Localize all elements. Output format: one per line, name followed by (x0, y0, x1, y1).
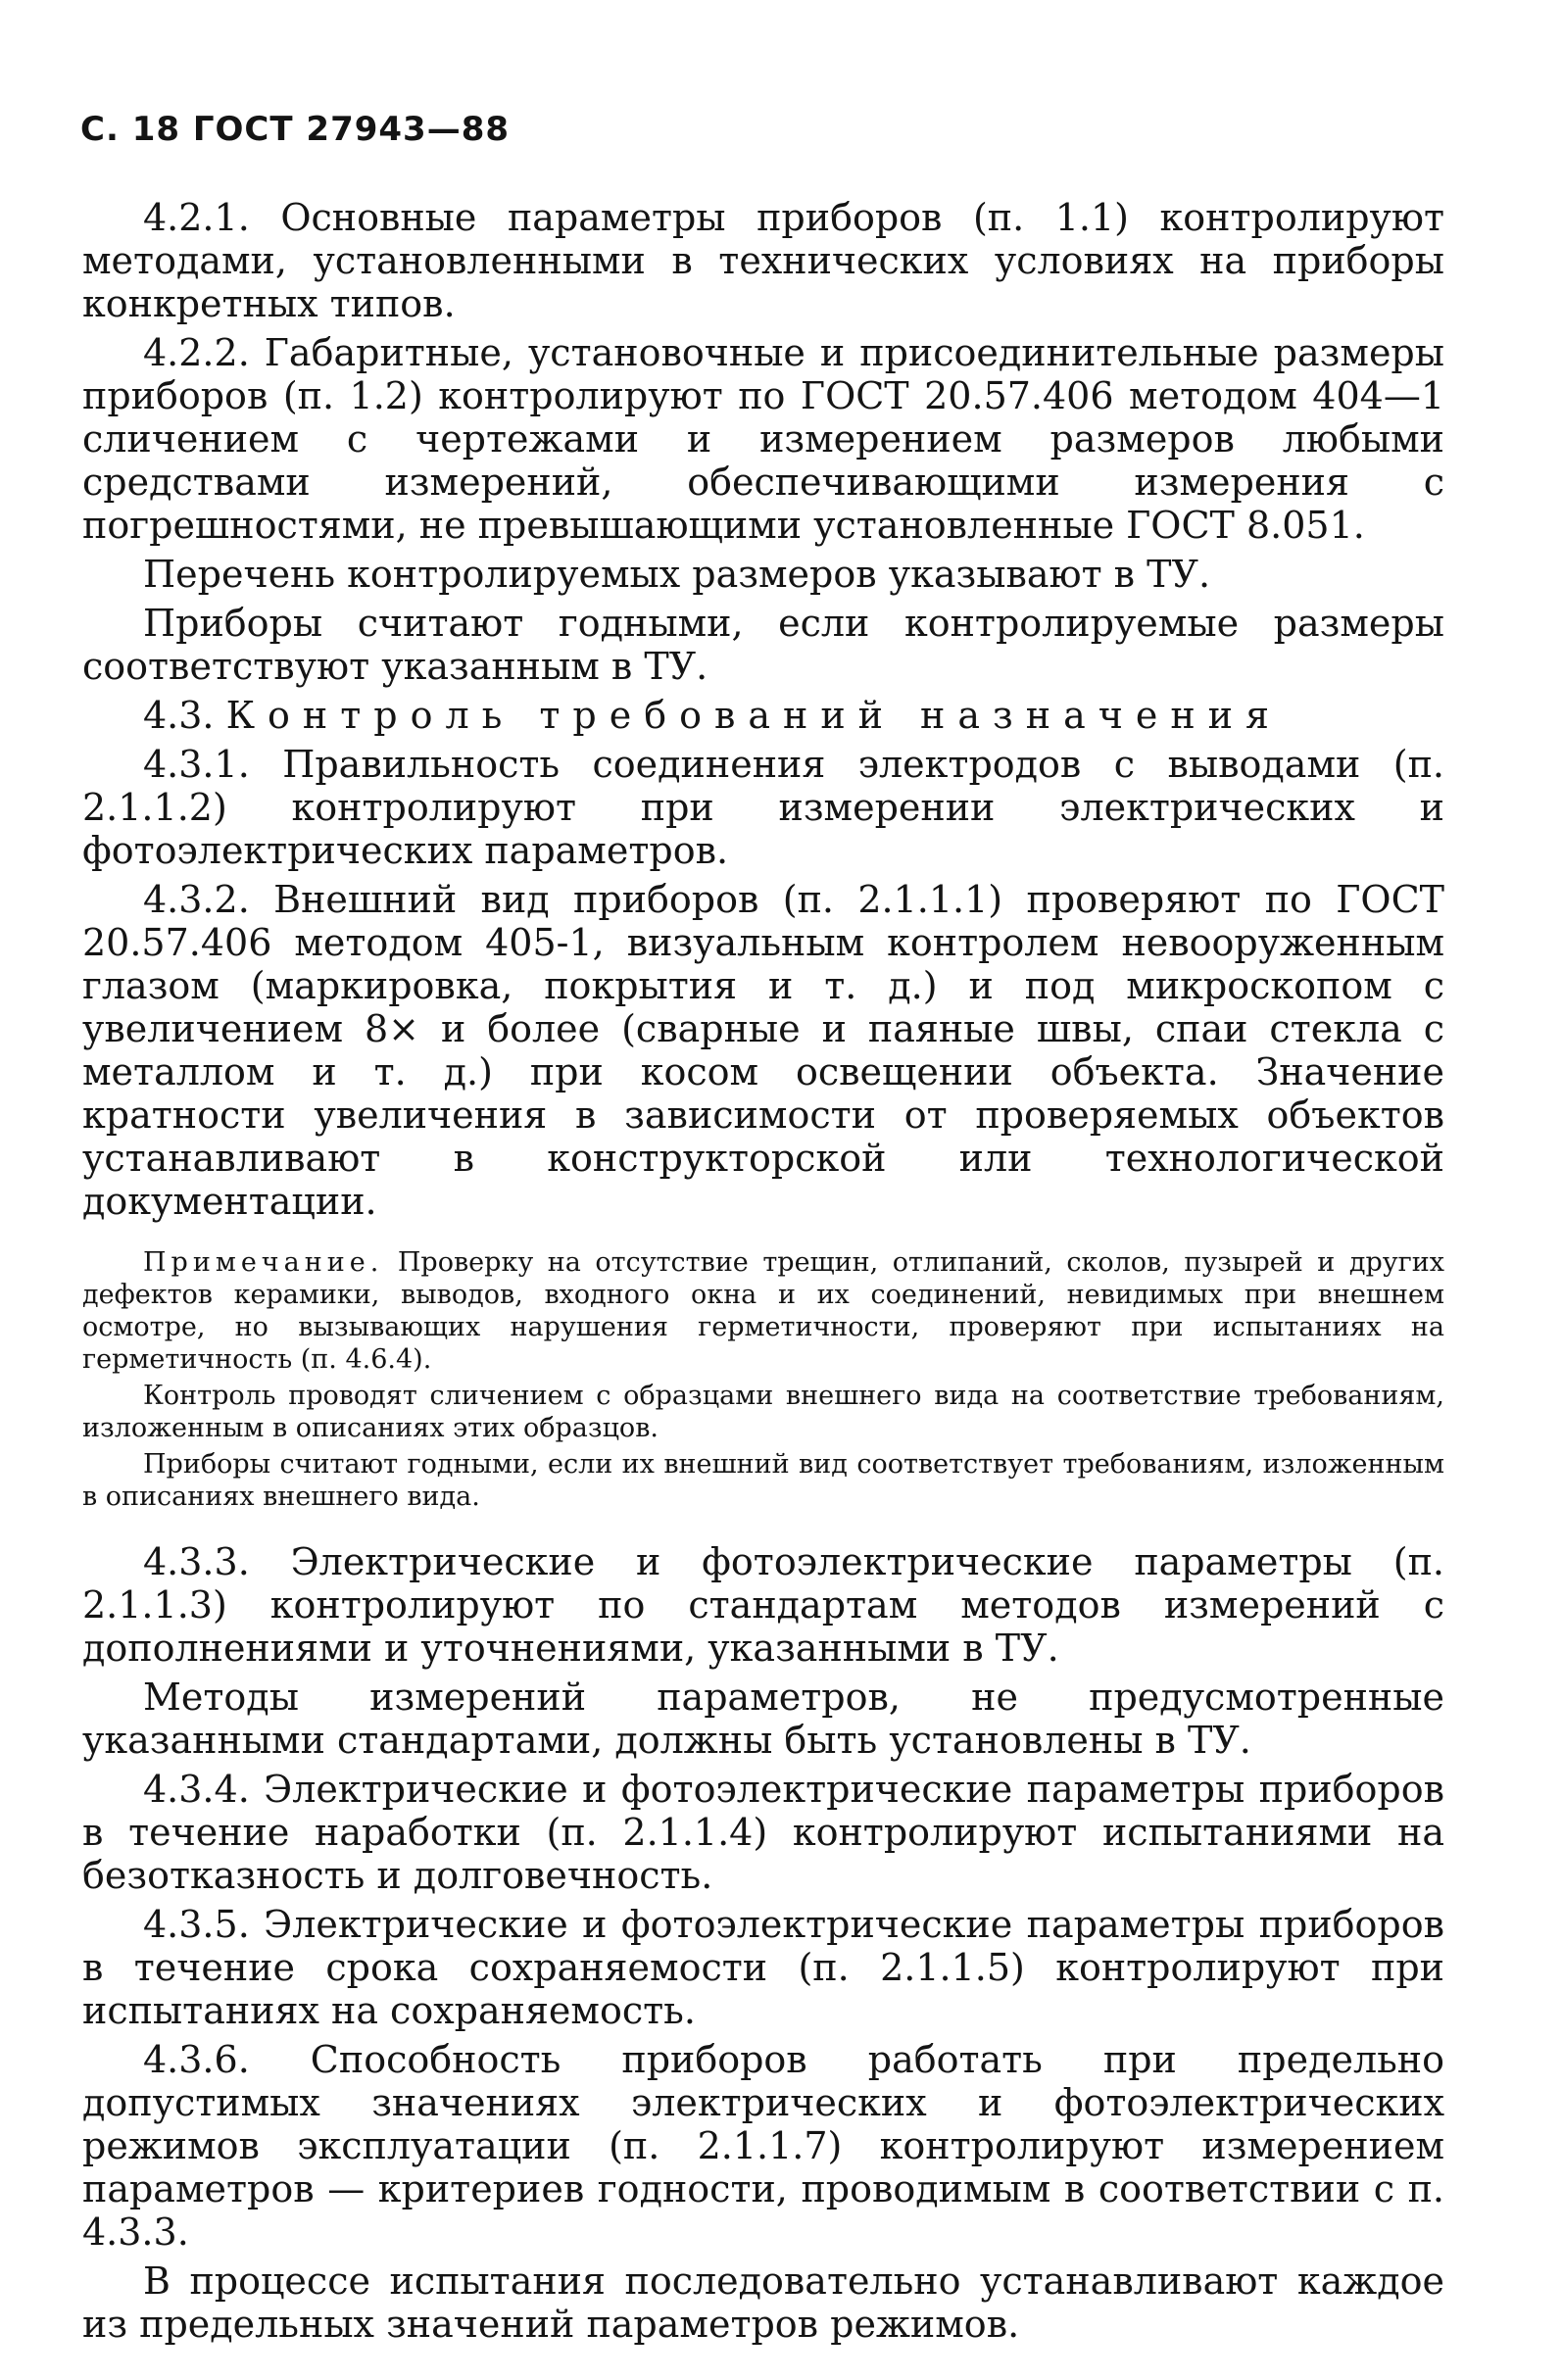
paragraph-test-process: В процессе испытания последовательно устанавливают каждое из предельных значений параметров режимов. (82, 2259, 1444, 2346)
paragraph-4-3-1: 4.3.1. Правильность соединения электродов с выводами (п. 2.1.1.2) контролируют при измерении электрических и фотоэлектрических параметров. (82, 743, 1444, 872)
paragraph-dimensions-list: Перечень контролируемых размеров указывают в ТУ. (143, 553, 1211, 596)
paragraph-4-3-5: 4.3.5. Электрические и фотоэлектрические параметры приборов в течение срока сохраняемости (п. 2.1.1.5) контролируют при испытаниях на сохраняемость. (82, 1903, 1444, 2032)
paragraph-acceptance: Приборы считают годными, если контролируемые размеры соответствуют указанным в ТУ. (82, 602, 1444, 688)
note-paragraph-1 (82, 1246, 1444, 1376)
note-text-1: Проверку на отсутствие трещин, отлипаний, сколов, пузырей и других дефектов керамики, выводов, входного окна и их соединений, невидимых при внешнем осмотре, но вызывающих нарушения герметичности, проверяют при испытаниях на герметичность (п. 4.6.4). (82, 1247, 1445, 1375)
note-paragraph-2: Контроль проводят сличением с образцами внешнего вида на соответствие требованиям, изложенным в описаниях этих образцов. (82, 1381, 1444, 1443)
paragraph-4-3-3: 4.3.3. Электрические и фотоэлектрические параметры (п. 2.1.1.3) контролируют по стандартам методов измерений с дополнениями и уточнениями, указанными в ТУ. (82, 1540, 1444, 1670)
paragraph-methods: Методы измерений параметров, не предусмотренные указанными стандартами, должны быть установлены в ТУ. (82, 1676, 1444, 1762)
document-body (82, 196, 1444, 2352)
paragraph-4-2-1: 4.2.1. Основные параметры приборов (п. 1.1) контролируют методами, установленными в технических условиях на приборы конкретных типов. (82, 196, 1444, 325)
paragraph-4-3-6: 4.3.6. Способность приборов работать при предельно допустимых значениях электрических и фотоэлектрических режимов эксплуатации (п. 2.1.1.7) контролируют измерением параметров — критериев годности, проводимым в соответствии с п. 4.3.3. (82, 2038, 1444, 2254)
section-number: 4.3. (143, 694, 215, 737)
paragraph-4-2-2: 4.2.2. Габаритные, установочные и присоединительные размеры приборов (п. 1.2) контролируют по ГОСТ 20.57.406 методом 404—1 сличением с чертежами и измерением размеров любыми средствами измерений, обеспечивающими измерения с погрешностями, не превышающими установленные ГОСТ 8.051. (82, 331, 1444, 547)
section-title: Контроль требований назначения (225, 694, 1282, 737)
paragraph-4-3-4: 4.3.4. Электрические и фотоэлектрические параметры приборов в течение наработки (п. 2.1.1.4) контролируют испытаниями на безотказность и долговечность. (82, 1768, 1444, 1897)
section-heading-4-3 (82, 694, 1444, 737)
note-label: Примечание. (143, 1247, 384, 1278)
page-header: С. 18 ГОСТ 27943—88 (80, 110, 511, 149)
note-paragraph-3: Приборы считают годными, если их внешний вид соответствует требованиям, изложенным в описаниях внешнего вида. (82, 1449, 1444, 1512)
note-block (82, 1246, 1444, 1513)
paragraph-4-3-2: 4.3.2. Внешний вид приборов (п. 2.1.1.1) проверяют по ГОСТ 20.57.406 методом 405-1, визуальным контролем невооруженным глазом (маркировка, покрытия и т. д.) и под микроскопом с увеличением 8× и более (сварные и паяные швы, спаи стекла с металлом и т. д.) при косом освещении объекта. Значение кратности увеличения в зависимости от проверяемых объектов устанавливают в конструкторской или технологической документации. (82, 878, 1444, 1223)
